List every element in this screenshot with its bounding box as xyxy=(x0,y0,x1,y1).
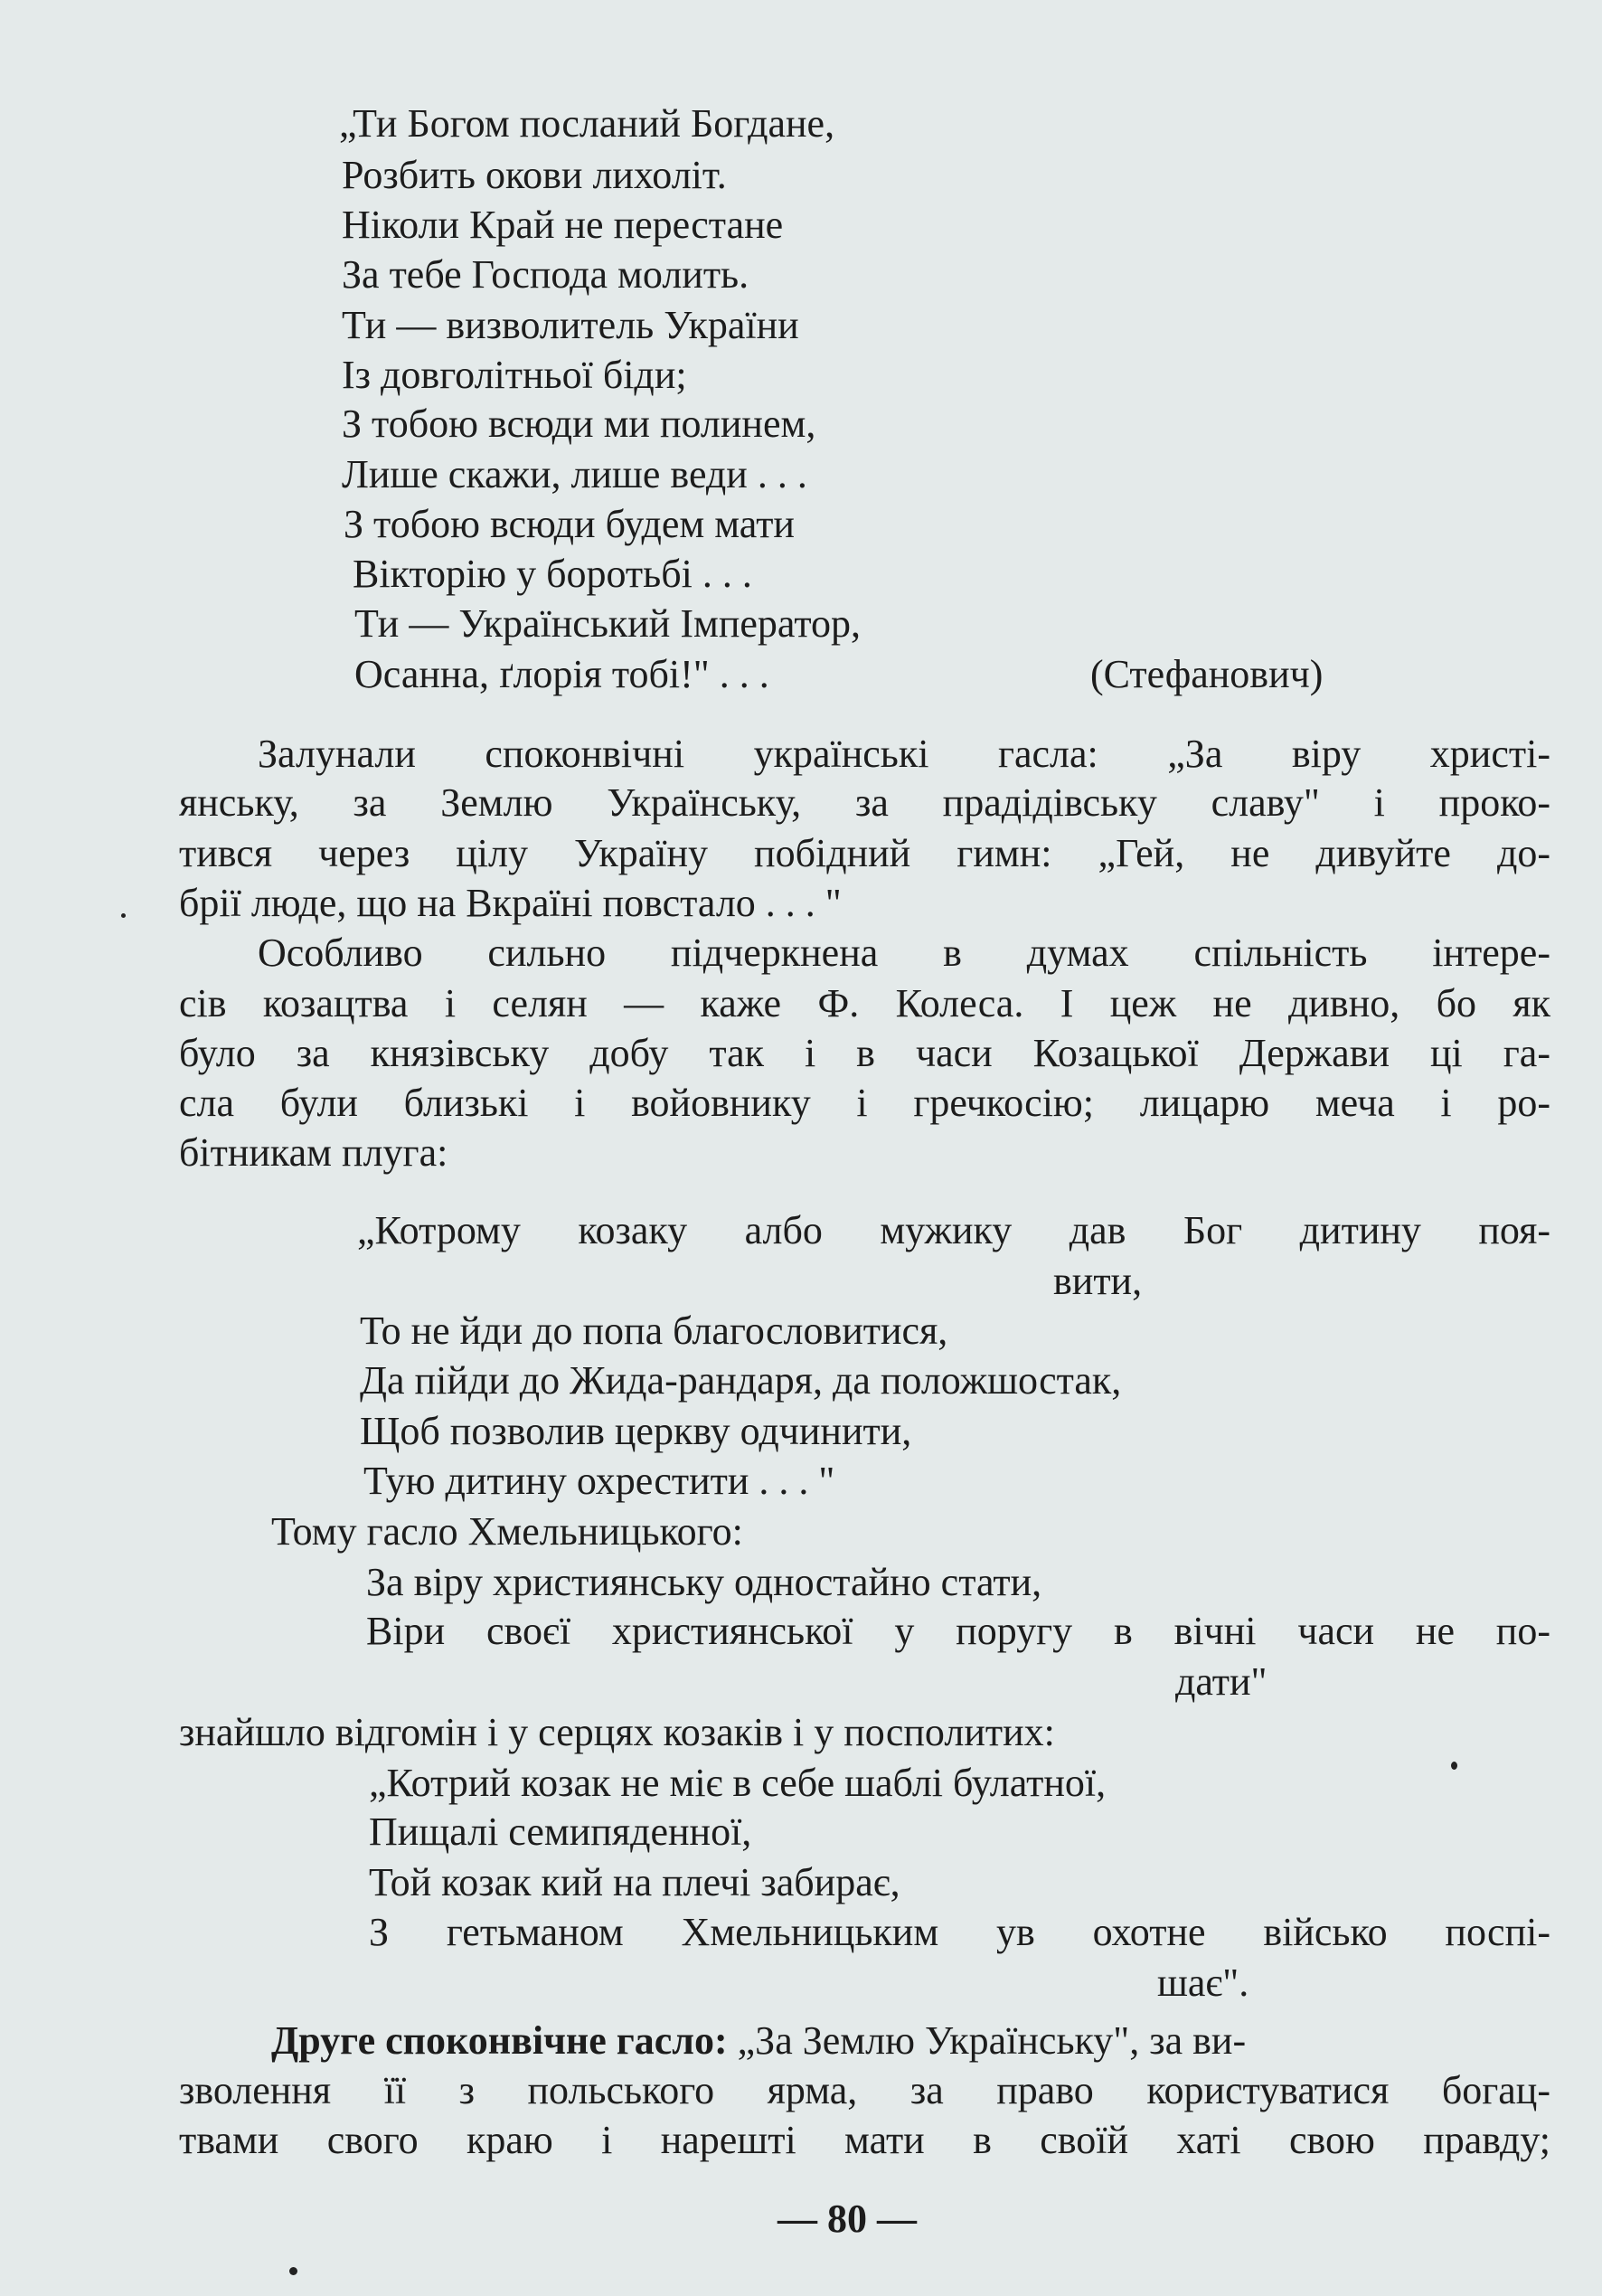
paragraph-line: тився через цілу Україну побідний гимн: „Гей, не дивуйте до- xyxy=(179,831,1550,875)
paragraph-line: Тому гасло Хмельницького: xyxy=(271,1509,743,1554)
poem-line: Лише скажи, лише веди . . . xyxy=(342,452,807,496)
attribution: (Стефанович) xyxy=(1090,652,1324,696)
quote-line: З гетьманом Хмельницьким ув охотне військо поспі- xyxy=(369,1910,1550,1954)
quote-line: „Котрому козаку албо мужику дав Бог дитину поя- xyxy=(357,1208,1550,1252)
quote-line: Щоб позволив церкву одчинити, xyxy=(360,1409,912,1453)
quote-line: За віру християнську одностайно стати, xyxy=(366,1560,1042,1604)
quote-line: Пищалі семипяденної, xyxy=(369,1809,752,1854)
paragraph-line: сла були близькі і войовнику і гречкосію; лицарю меча і ро- xyxy=(179,1081,1550,1125)
paragraph-line: зволення її з польського ярма, за право користуватися богац- xyxy=(179,2068,1550,2112)
paragraph-line: бітникам плуга: xyxy=(179,1130,448,1175)
paragraph-line: сів козацтва і селян — каже Ф. Колеса. І цеж не дивно, бо як xyxy=(179,981,1550,1025)
paragraph-line: Особливо сильно підчеркнена в думах спільність інтере- xyxy=(258,931,1550,975)
quote-line: „Котрий козак не міє в себе шаблі булатної, xyxy=(369,1761,1107,1805)
poem-line: Ти — Український Імператор, xyxy=(354,601,861,646)
paragraph-line: було за князівську добу так і в часи Козацької Держави ці га- xyxy=(179,1031,1550,1075)
poem-line: Вікторію у боротьбі . . . xyxy=(353,552,752,596)
paragraph-line: брії люде, що на Вкраїні повстало . . . " xyxy=(179,881,842,925)
bold-lead: Друге споконвічне гасло: xyxy=(271,2018,728,2063)
poem-line: З тобою всюди ми полинем, xyxy=(342,402,816,446)
quote-line: вити, xyxy=(1053,1259,1143,1303)
quote-line: То не йди до попа благословитися, xyxy=(360,1309,948,1353)
quote-line: Віри своєї християнської у поругу в вічні часи не по- xyxy=(366,1609,1550,1653)
poem-line: З тобою всюди будем мати xyxy=(344,502,795,546)
paragraph-line: твами свого краю і нарешті мати в своїй хаті свою правду; xyxy=(179,2118,1550,2162)
paragraph-line: янську, за Землю Українську, за прадідівську славу" і прoко- xyxy=(179,780,1550,825)
quote-line: Тую дитину охрестити . . . " xyxy=(363,1459,835,1503)
poem-line: Розбить окови лихоліт. xyxy=(342,153,727,197)
speck xyxy=(289,2267,297,2275)
paragraph-line: знайшло відгомін і у серцях козаків і у посполитих: xyxy=(179,1710,1055,1754)
paragraph-line: Залунали споконвічні українські гасла: „За віру христі- xyxy=(258,732,1550,776)
poem-line: „Ти Богом посланий Богдане, xyxy=(339,101,835,146)
quote-line: Да пійди до Жида-рандаря, да положшостак, xyxy=(360,1358,1122,1403)
page-number: — 80 — xyxy=(777,2197,917,2241)
poem-line: Ніколи Край не перестане xyxy=(342,203,784,247)
paragraph-line xyxy=(271,2018,1247,2063)
poem-line: За тебе Господа молить. xyxy=(342,252,749,297)
poem-line: Із довголітньої біди; xyxy=(342,353,687,397)
poem-line: Осанна, ґлорія тобі!" . . . xyxy=(354,652,769,696)
speck xyxy=(1451,1762,1457,1770)
quote-line: Той козак кий на плечі забирає, xyxy=(369,1860,900,1904)
quote-line: дати" xyxy=(1175,1659,1267,1704)
poem-line: Ти — визволитель України xyxy=(342,303,799,347)
speck xyxy=(121,913,126,918)
quote-line: шає". xyxy=(1157,1961,1249,2005)
lead-rest: „За Землю Українську", за ви- xyxy=(727,2018,1247,2063)
